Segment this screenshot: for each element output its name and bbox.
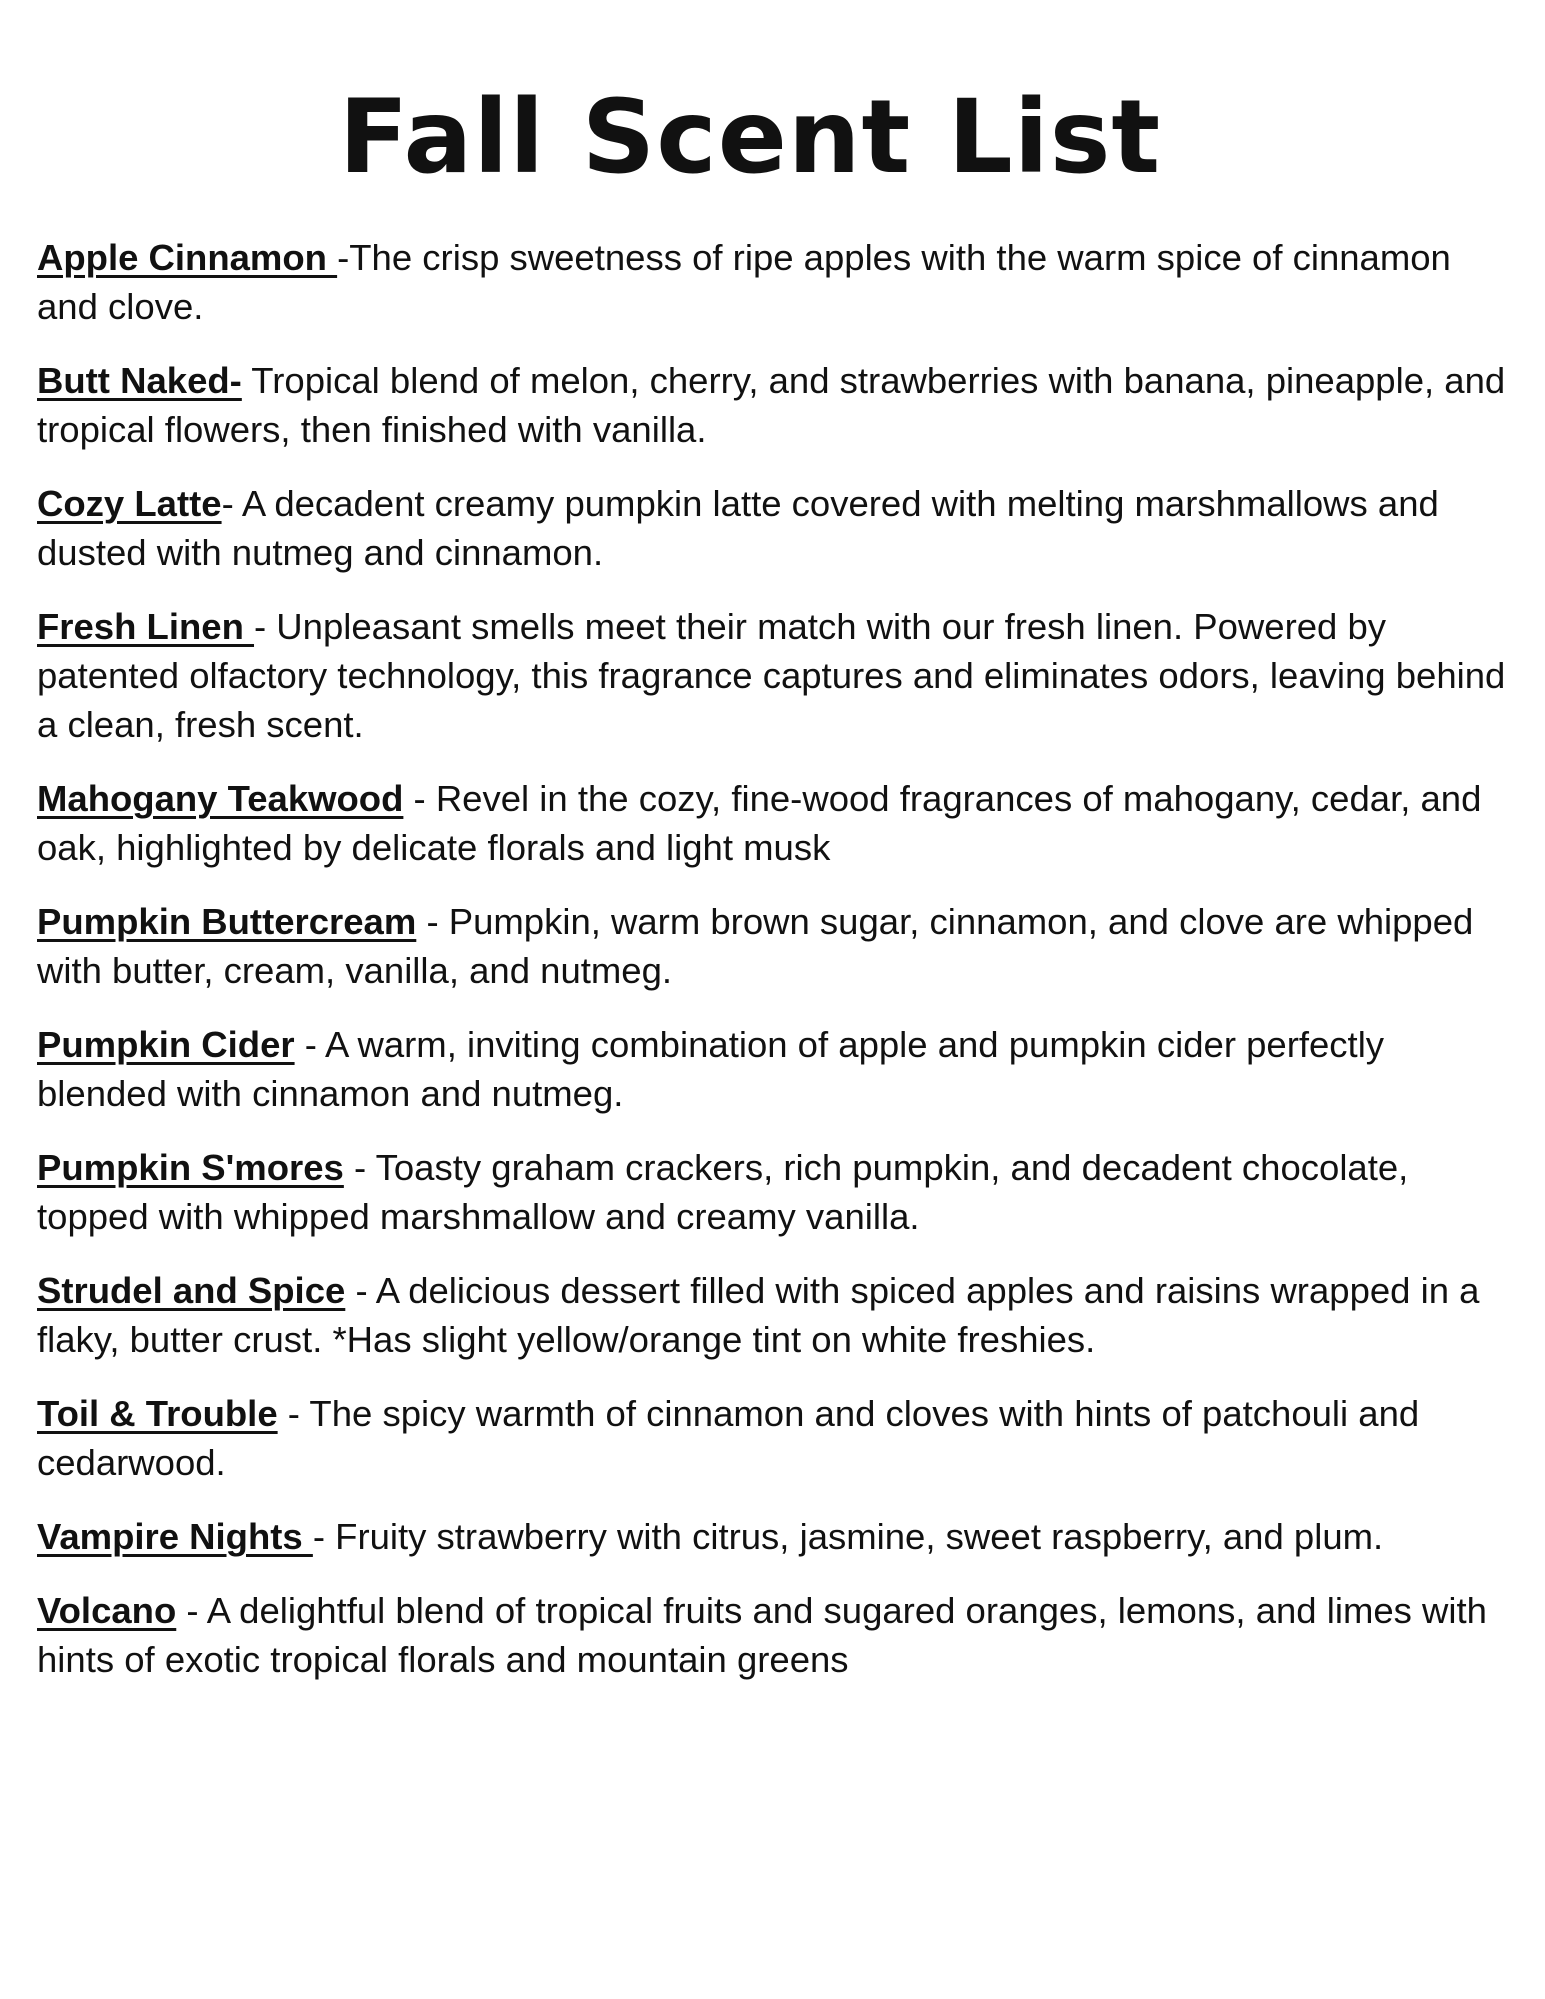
scent-entry — [37, 479, 1507, 577]
scent-name: Cozy Latte — [37, 483, 222, 524]
scent-name: Volcano — [37, 1590, 177, 1631]
scent-list — [37, 233, 1507, 1709]
scent-entry — [37, 602, 1507, 749]
scent-entry — [37, 1586, 1507, 1684]
scent-description: - Revel in the cozy, fine-wood fragrances of mahogany, cedar, and oak, highlighted by delicate florals and light musk — [37, 778, 1482, 868]
scent-description: - Pumpkin, warm brown sugar, cinnamon, and clove are whipped with butter, cream, vanilla, and nutmeg. — [37, 901, 1474, 991]
scent-entry — [37, 1020, 1507, 1118]
scent-entry — [37, 774, 1507, 872]
scent-entry — [37, 1512, 1507, 1561]
scent-name: Mahogany Teakwood — [37, 778, 404, 819]
scent-description: - A delicious dessert filled with spiced apples and raisins wrapped in a flaky, butter crust. *Has slight yellow/orange tint on white freshies. — [37, 1270, 1480, 1360]
scent-description: - Unpleasant smells meet their match with our fresh linen. Powered by patented olfactory technology, this fragrance captures and eliminates odors, leaving behind a clean, fresh scent. — [37, 606, 1506, 745]
scent-description: - A decadent creamy pumpkin latte covered with melting marshmallows and dusted with nutmeg and cinnamon. — [37, 483, 1439, 573]
scent-name: Pumpkin Cider — [37, 1024, 295, 1065]
scent-entry — [37, 1389, 1507, 1487]
scent-name: Fresh Linen — [37, 606, 255, 647]
scent-description: - A delightful blend of tropical fruits and sugared oranges, lemons, and limes with hints of exotic tropical florals and mountain greens — [37, 1590, 1487, 1680]
scent-description: Tropical blend of melon, cherry, and strawberries with banana, pineapple, and tropical flowers, then finished with vanilla. — [37, 360, 1506, 450]
scent-description: - Fruity strawberry with citrus, jasmine, sweet raspberry, and plum. — [312, 1516, 1384, 1557]
scent-name: Pumpkin S'mores — [37, 1147, 344, 1188]
scent-description: - The spicy warmth of cinnamon and cloves with hints of patchouli and cedarwood. — [37, 1393, 1420, 1483]
scent-description: - Toasty graham crackers, rich pumpkin, and decadent chocolate, topped with whipped marshmallow and creamy vanilla. — [37, 1147, 1409, 1237]
scent-entry — [37, 897, 1507, 995]
scent-name: Vampire Nights — [37, 1516, 313, 1557]
scent-entry — [37, 233, 1507, 331]
scent-entry — [37, 1143, 1507, 1241]
scent-entry — [37, 1266, 1507, 1364]
scent-description: - A warm, inviting combination of apple and pumpkin cider perfectly blended with cinnamon and nutmeg. — [37, 1024, 1385, 1114]
scent-name: Strudel and Spice — [37, 1270, 346, 1311]
scent-name: Pumpkin Buttercream — [37, 901, 417, 942]
scent-name: Apple Cinnamon — [37, 237, 338, 278]
page-title: Fall Scent List — [338, 78, 1162, 197]
scent-entry — [37, 356, 1507, 454]
scent-description: -The crisp sweetness of ripe apples with the warm spice of cinnamon and clove. — [37, 237, 1451, 327]
scent-name: Butt Naked- — [37, 360, 242, 401]
scent-name: Toil & Trouble — [37, 1393, 278, 1434]
